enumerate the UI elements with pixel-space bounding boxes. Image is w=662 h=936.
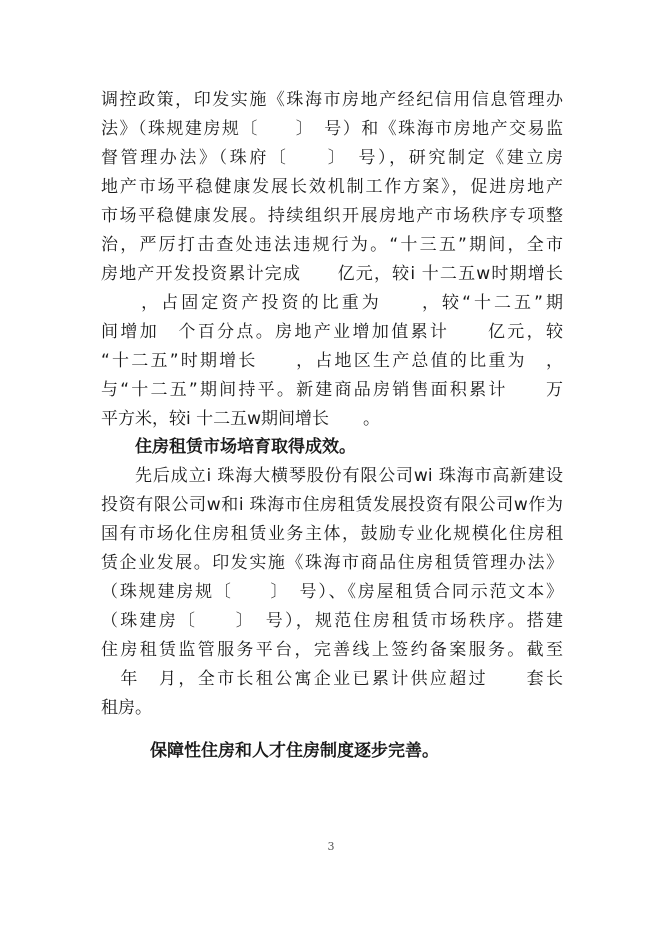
paragraph-line: 国有市场化住房租赁业务主体，鼓励专业化规模化住房租 bbox=[101, 524, 563, 544]
paragraph-line: 投资有限公司w和i 珠海市住房租赁发展投资有限公司w作为 bbox=[101, 495, 563, 515]
section-heading-affordable-housing: 保障性住房和人才住房制度逐步完善。 bbox=[150, 741, 439, 761]
paragraph-line: （珠建房〔 〕 号），规范住房租赁市场秩序。搭建 bbox=[101, 611, 563, 631]
paragraph-line: 督管理办法》（珠府〔 〕 号），研究制定《建立房 bbox=[101, 148, 563, 168]
paragraph-line: 赁企业发展。印发实施《珠海市商品住房租赁管理办法》 bbox=[101, 553, 563, 573]
paragraph-line: 调控政策，印发实施《珠海市房地产经纪信用信息管理办 bbox=[101, 90, 563, 110]
paragraph-line: （珠规建房规〔 〕 号）、《房屋租赁合同示范文本》 bbox=[101, 582, 563, 602]
paragraph-line: ，占固定资产投资的比重为 ，较“十二五”期 bbox=[101, 293, 563, 313]
paragraph-line: 市场平稳健康发展。持续组织开展房地产市场秩序专项整 bbox=[101, 206, 563, 226]
section-heading-rental-market: 住房租赁市场培育取得成效。 bbox=[135, 437, 356, 457]
paragraph-line: 与“十二五”期间持平。新建商品房销售面积累计 万 bbox=[101, 380, 563, 400]
paragraph-line: 房地产开发投资累计完成 亿元，较i 十二五w时期增长 bbox=[101, 264, 563, 284]
paragraph-line: 法》（珠规建房规〔 〕 号）和《珠海市房地产交易监 bbox=[101, 119, 563, 139]
paragraph-line: 年 月，全市长租公寓企业已累计供应超过 套长 bbox=[101, 669, 563, 689]
paragraph-line: 地产市场平稳健康发展长效机制工作方案》，促进房地产 bbox=[101, 177, 563, 197]
paragraph-line: “十二五”时期增长 ，占地区生产总值的比重为 ， bbox=[101, 351, 563, 371]
paragraph-line: 平方米，较i 十二五w期间增长 。 bbox=[101, 409, 381, 429]
paragraph-line: 间增加 个百分点。房地产业增加值累计 亿元，较 bbox=[101, 322, 563, 342]
paragraph-line: 住房租赁监管服务平台，完善线上签约备案服务。截至 bbox=[101, 640, 563, 660]
page-number: 3 bbox=[327, 840, 335, 853]
paragraph-line: 治，严厉打击查处违法违规行为。“十三五”期间，全市 bbox=[101, 235, 563, 255]
paragraph-line: 租房。 bbox=[101, 698, 152, 718]
paragraph-line: 先后成立i 珠海大横琴股份有限公司wi 珠海市高新建设 bbox=[135, 466, 563, 486]
